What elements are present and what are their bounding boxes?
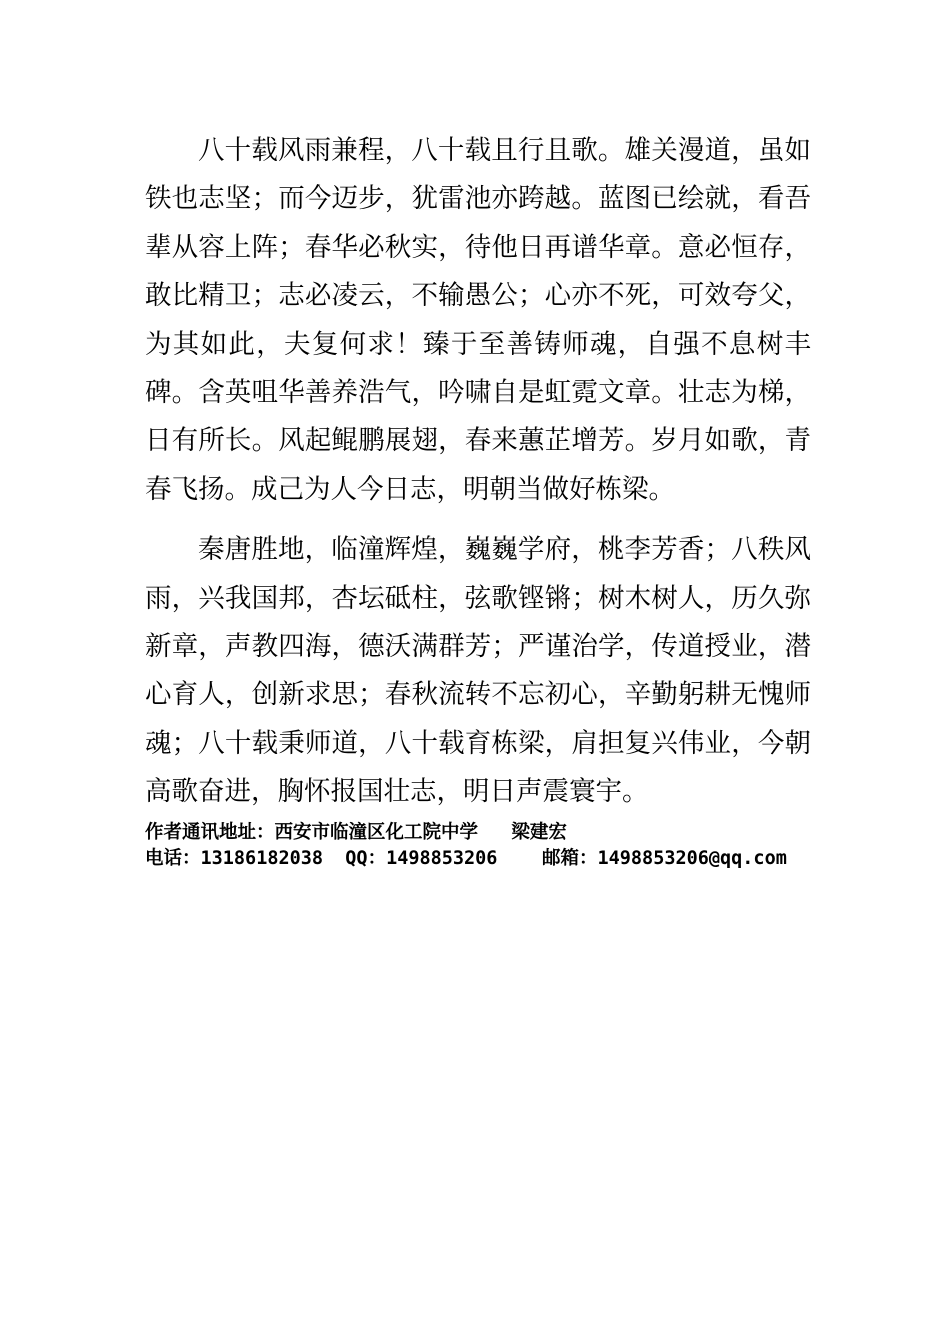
author-address: 作者通讯地址：西安市临潼区化工院中学 梁建宏 xyxy=(145,822,567,843)
author-contact-info: 电话：13186182038 QQ：1498853206 邮箱：1498853206@qq.com xyxy=(145,848,787,869)
author-contact xyxy=(145,820,825,872)
article-body xyxy=(145,127,811,817)
paragraph-1: 八十载风雨兼程，八十载且行且歌。雄关漫道，虽如铁也志坚；而今迈步，犹雷池亦跨越。蓝图已绘就，看吾辈从容上阵；春华必秋实，待他日再谱华章。意必恒存，敢比精卫；志必凌云，不输愚公；心亦不死，可效夸父，为其如此，夫复何求！臻于至善铸师魂，自强不息树丰碑。含英咀华善养浩气，吟啸自是虹霓文章。壮志为梯，日有所长。风起鲲鹏展翅，春来蕙芷增芳。岁月如歌，青春飞扬。成己为人今日志，明朝当做好栋梁。 xyxy=(145,135,811,505)
paragraph-2: 秦唐胜地，临潼辉煌，巍巍学府，桃李芳香；八秩风雨，兴我国邦，杏坛砥柱，弦歌铿锵；树木树人，历久弥新章，声教四海，德沃满群芳；严谨治学，传道授业，潜心育人，创新求思；春秋流转不忘初心，辛勤躬耕无愧师魂；八十载秉师道，八十载育栋梁，肩担复兴伟业，今朝高歌奋进，胸怀报国壮志，明日声震寰宇。 xyxy=(145,534,811,808)
